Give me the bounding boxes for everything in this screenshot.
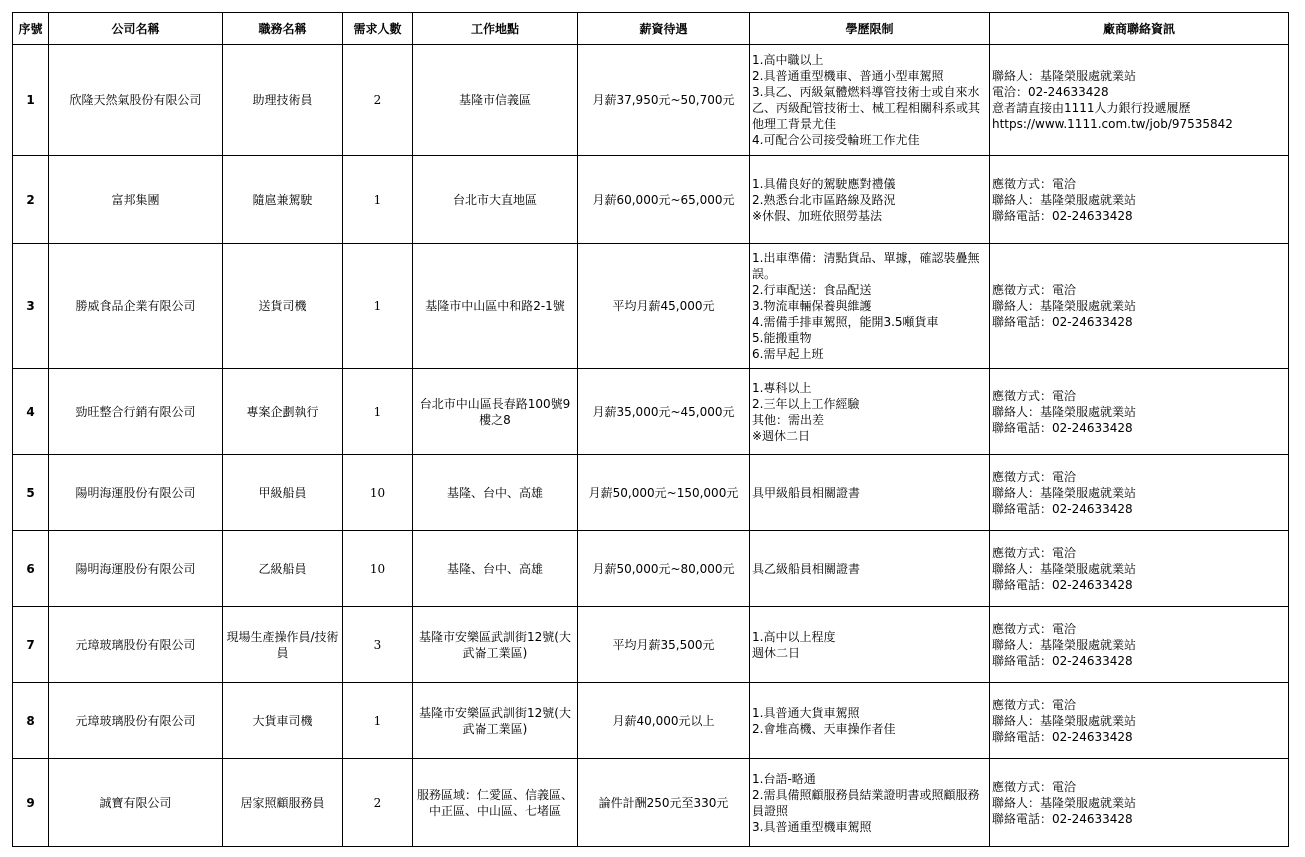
company-name: 誠寶有限公司 (49, 759, 223, 847)
head-count: 10 (343, 455, 413, 531)
salary: 月薪60,000元~65,000元 (578, 156, 750, 244)
job-listings-table (12, 12, 1289, 847)
table-row (13, 244, 1289, 369)
table-row (13, 759, 1289, 847)
table-row (13, 45, 1289, 156)
requirements: 1.專科以上 2.三年以上工作經驗 其他：需出差 ※週休二日 (750, 369, 990, 455)
header-location: 工作地點 (413, 13, 578, 45)
company-name: 元璋玻璃股份有限公司 (49, 683, 223, 759)
row-no: 2 (13, 156, 49, 244)
work-location: 服務區域：仁愛區、信義區、中正區、中山區、七堵區 (413, 759, 578, 847)
head-count: 1 (343, 683, 413, 759)
job-title: 專案企劃執行 (223, 369, 343, 455)
job-title: 送貨司機 (223, 244, 343, 369)
requirements: 具甲級船員相關證書 (750, 455, 990, 531)
salary: 平均月薪45,000元 (578, 244, 750, 369)
work-location: 基隆市中山區中和路2-1號 (413, 244, 578, 369)
header-row (13, 13, 1289, 45)
company-name: 欣隆天然氣股份有限公司 (49, 45, 223, 156)
head-count: 1 (343, 369, 413, 455)
job-title: 大貨車司機 (223, 683, 343, 759)
row-no: 1 (13, 45, 49, 156)
row-no: 7 (13, 607, 49, 683)
header-count: 需求人數 (343, 13, 413, 45)
requirements: 1.具備良好的駕駛應對禮儀 2.熟悉台北市區路線及路況 ※休假、加班依照勞基法 (750, 156, 990, 244)
table-row (13, 156, 1289, 244)
requirements: 1.高中以上程度 週休二日 (750, 607, 990, 683)
row-no: 4 (13, 369, 49, 455)
table-row (13, 369, 1289, 455)
header-salary: 薪資待遇 (578, 13, 750, 45)
salary: 論件計酬250元至330元 (578, 759, 750, 847)
work-location: 台北市中山區長春路100號9樓之8 (413, 369, 578, 455)
contact-info: 應徵方式：電洽 聯絡人：基隆榮服處就業站 聯絡電話：02-24633428 (990, 369, 1289, 455)
header-company: 公司名稱 (49, 13, 223, 45)
salary: 月薪37,950元~50,700元 (578, 45, 750, 156)
header-no: 序號 (13, 13, 49, 45)
salary: 月薪50,000元~150,000元 (578, 455, 750, 531)
table-row (13, 607, 1289, 683)
table-row (13, 531, 1289, 607)
row-no: 9 (13, 759, 49, 847)
table-row (13, 683, 1289, 759)
head-count: 1 (343, 156, 413, 244)
requirements: 1.台語-略通 2.需具備照顧服務員結業證明書或照顧服務員證照 3.具普通重型機車駕照 (750, 759, 990, 847)
header-requirements: 學歷限制 (750, 13, 990, 45)
salary: 月薪40,000元以上 (578, 683, 750, 759)
requirements: 1.高中職以上 2.具普通重型機車、普通小型車駕照 3.具乙、丙級氣體燃料導管技術士或自來水乙、丙級配管技術士、械工程相關科系或其他理工背景尤佳 4.可配合公司接受輪班工作尤佳 (750, 45, 990, 156)
head-count: 2 (343, 45, 413, 156)
requirements: 1.具普通大貨車駕照 2.會堆高機、天車操作者佳 (750, 683, 990, 759)
work-location: 基隆、台中、高雄 (413, 531, 578, 607)
head-count: 10 (343, 531, 413, 607)
company-name: 元璋玻璃股份有限公司 (49, 607, 223, 683)
contact-info: 應徵方式：電洽 聯絡人：基隆榮服處就業站 聯絡電話：02-24633428 (990, 455, 1289, 531)
contact-info: 應徵方式：電洽 聯絡人：基隆榮服處就業站 聯絡電話：02-24633428 (990, 156, 1289, 244)
contact-info: 應徵方式：電洽 聯絡人：基隆榮服處就業站 聯絡電話：02-24633428 (990, 244, 1289, 369)
company-name: 勁旺整合行銷有限公司 (49, 369, 223, 455)
job-title: 乙級船員 (223, 531, 343, 607)
work-location: 基隆市安樂區武訓街12號(大武崙工業區) (413, 607, 578, 683)
head-count: 2 (343, 759, 413, 847)
work-location: 台北市大直地區 (413, 156, 578, 244)
work-location: 基隆市安樂區武訓街12號(大武崙工業區) (413, 683, 578, 759)
head-count: 3 (343, 607, 413, 683)
job-title: 隨扈兼駕駛 (223, 156, 343, 244)
header-job-title: 職務名稱 (223, 13, 343, 45)
contact-info: 聯絡人：基隆榮服處就業站 電洽：02-24633428 意者請直接由1111人力銀行投遞履歷 https://www.1111.com.tw/job/97535842 (990, 45, 1289, 156)
job-title: 助理技術員 (223, 45, 343, 156)
salary: 月薪50,000元~80,000元 (578, 531, 750, 607)
contact-info: 應徵方式：電洽 聯絡人：基隆榮服處就業站 聯絡電話：02-24633428 (990, 759, 1289, 847)
work-location: 基隆市信義區 (413, 45, 578, 156)
contact-info: 應徵方式：電洽 聯絡人：基隆榮服處就業站 聯絡電話：02-24633428 (990, 607, 1289, 683)
job-title: 甲級船員 (223, 455, 343, 531)
row-no: 3 (13, 244, 49, 369)
company-name: 富邦集團 (49, 156, 223, 244)
salary: 平均月薪35,500元 (578, 607, 750, 683)
job-title: 居家照顧服務員 (223, 759, 343, 847)
table-row (13, 455, 1289, 531)
company-name: 勝威食品企業有限公司 (49, 244, 223, 369)
job-title: 現場生產操作員/技術員 (223, 607, 343, 683)
company-name: 陽明海運股份有限公司 (49, 455, 223, 531)
row-no: 6 (13, 531, 49, 607)
header-contact: 廠商聯絡資訊 (990, 13, 1289, 45)
contact-info: 應徵方式：電洽 聯絡人：基隆榮服處就業站 聯絡電話：02-24633428 (990, 531, 1289, 607)
company-name: 陽明海運股份有限公司 (49, 531, 223, 607)
row-no: 8 (13, 683, 49, 759)
head-count: 1 (343, 244, 413, 369)
requirements: 1.出車準備：清點貨品、單據，確認裝疊無誤。 2.行車配送：食品配送 3.物流車輛保養與維護 4.需備手排車駕照，能開3.5噸貨車 5.能搬重物 6.需早起上班 (750, 244, 990, 369)
salary: 月薪35,000元~45,000元 (578, 369, 750, 455)
work-location: 基隆、台中、高雄 (413, 455, 578, 531)
row-no: 5 (13, 455, 49, 531)
requirements: 具乙級船員相關證書 (750, 531, 990, 607)
contact-info: 應徵方式：電洽 聯絡人：基隆榮服處就業站 聯絡電話：02-24633428 (990, 683, 1289, 759)
